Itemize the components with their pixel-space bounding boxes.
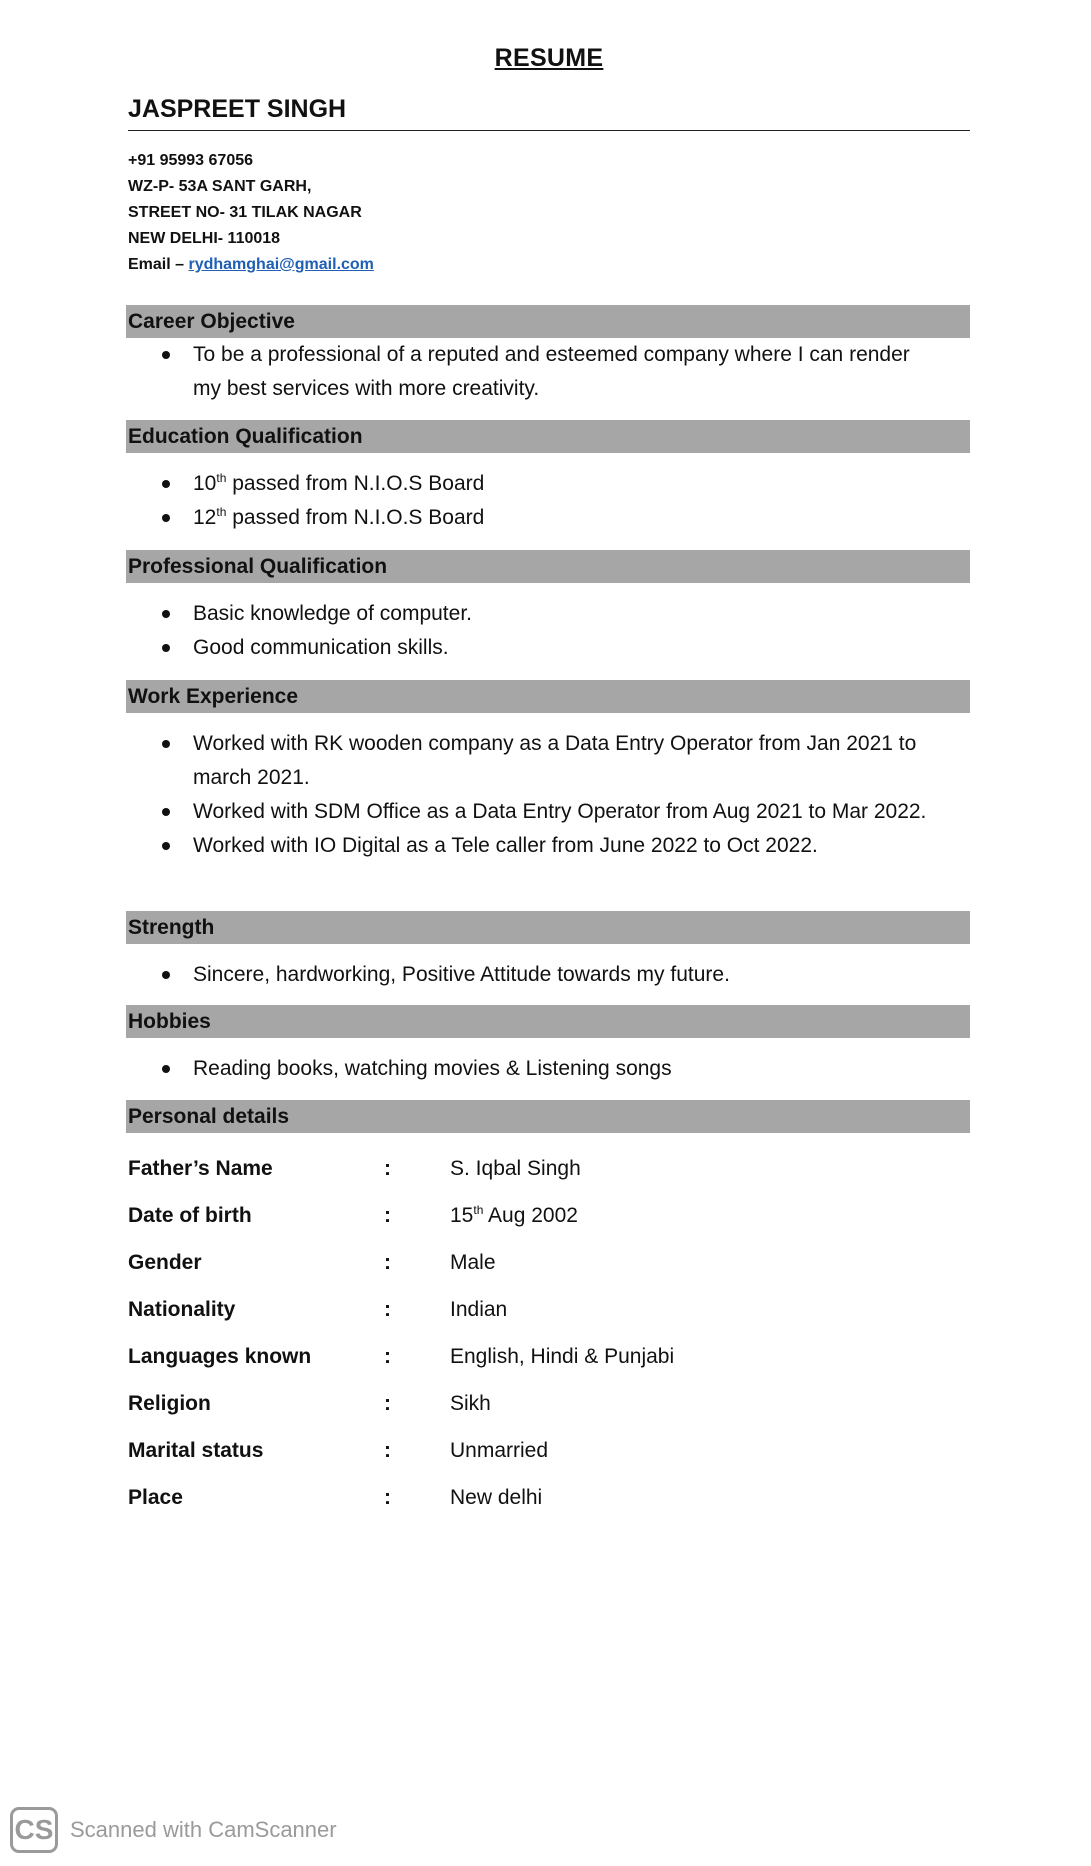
- list-item: 12th passed from N.I.O.S Board: [128, 501, 970, 535]
- professional-list: [128, 597, 970, 665]
- detail-row-nationality: Nationality : Indian: [128, 1297, 508, 1321]
- document-title: RESUME: [494, 44, 604, 72]
- section-education: Education Qualification: [126, 420, 970, 453]
- list-item: Sincere, hardworking, Positive Attitude towards my future.: [128, 958, 970, 992]
- list-item: Worked with RK wooden company as a Data Entry Operator from Jan 2021 to march 2021.: [128, 727, 970, 795]
- candidate-name: JASPREET SINGH: [128, 95, 347, 123]
- section-career-objective: Career Objective: [126, 305, 970, 338]
- list-item: Basic knowledge of computer.: [128, 597, 970, 631]
- career-objective-list: [128, 338, 928, 406]
- email-link[interactable]: rydhamghai@gmail.com: [188, 256, 374, 273]
- section-personal-details: Personal details: [126, 1100, 970, 1133]
- name-divider: [128, 130, 970, 131]
- personal-details-table: [128, 1145, 970, 1521]
- camscanner-logo-icon: CS: [10, 1807, 58, 1853]
- email-label: Email –: [128, 256, 185, 273]
- phone-number: +91 95993 67056: [128, 152, 254, 169]
- strength-list: [128, 958, 970, 992]
- section-work-experience: Work Experience: [126, 680, 970, 713]
- list-item: 10th passed from N.I.O.S Board: [128, 467, 970, 501]
- list-item: Worked with IO Digital as a Tele caller from June 2022 to Oct 2022.: [128, 829, 970, 863]
- email-line: [128, 252, 374, 278]
- work-experience-list: [128, 727, 970, 863]
- list-item: Worked with SDM Office as a Data Entry Operator from Aug 2021 to Mar 2022.: [128, 795, 970, 829]
- section-professional: Professional Qualification: [126, 550, 970, 583]
- list-item: Good communication skills.: [128, 631, 970, 665]
- detail-row-religion: Religion : Sikh: [128, 1391, 491, 1415]
- detail-row-dob: Date of birth : 15th Aug 2002: [128, 1202, 578, 1227]
- detail-row-place: Place : New delhi: [128, 1485, 543, 1509]
- hobbies-list: [128, 1052, 970, 1086]
- list-item: Reading books, watching movies & Listening songs: [128, 1052, 970, 1086]
- address-line-2: STREET NO- 31 TILAK NAGAR: [128, 204, 362, 221]
- detail-row-marital-status: Marital status : Unmarried: [128, 1438, 549, 1462]
- section-strength: Strength: [126, 911, 970, 944]
- education-list: [128, 467, 970, 535]
- section-hobbies: Hobbies: [126, 1005, 970, 1038]
- detail-row-languages: Languages known : English, Hindi & Punjabi: [128, 1344, 675, 1368]
- watermark-text: Scanned with CamScanner: [70, 1817, 337, 1842]
- detail-row-fathers-name: Father’s Name : S. Iqbal Singh: [128, 1156, 581, 1180]
- camscanner-watermark: [10, 1807, 337, 1853]
- detail-row-gender: Gender : Male: [128, 1250, 496, 1274]
- address-line-3: NEW DELHI- 110018: [128, 230, 281, 247]
- contact-block: [128, 148, 374, 278]
- address-line-1: WZ-P- 53A SANT GARH,: [128, 178, 312, 195]
- list-item: To be a professional of a reputed and esteemed company where I can render my best services with more creativity.: [128, 338, 928, 406]
